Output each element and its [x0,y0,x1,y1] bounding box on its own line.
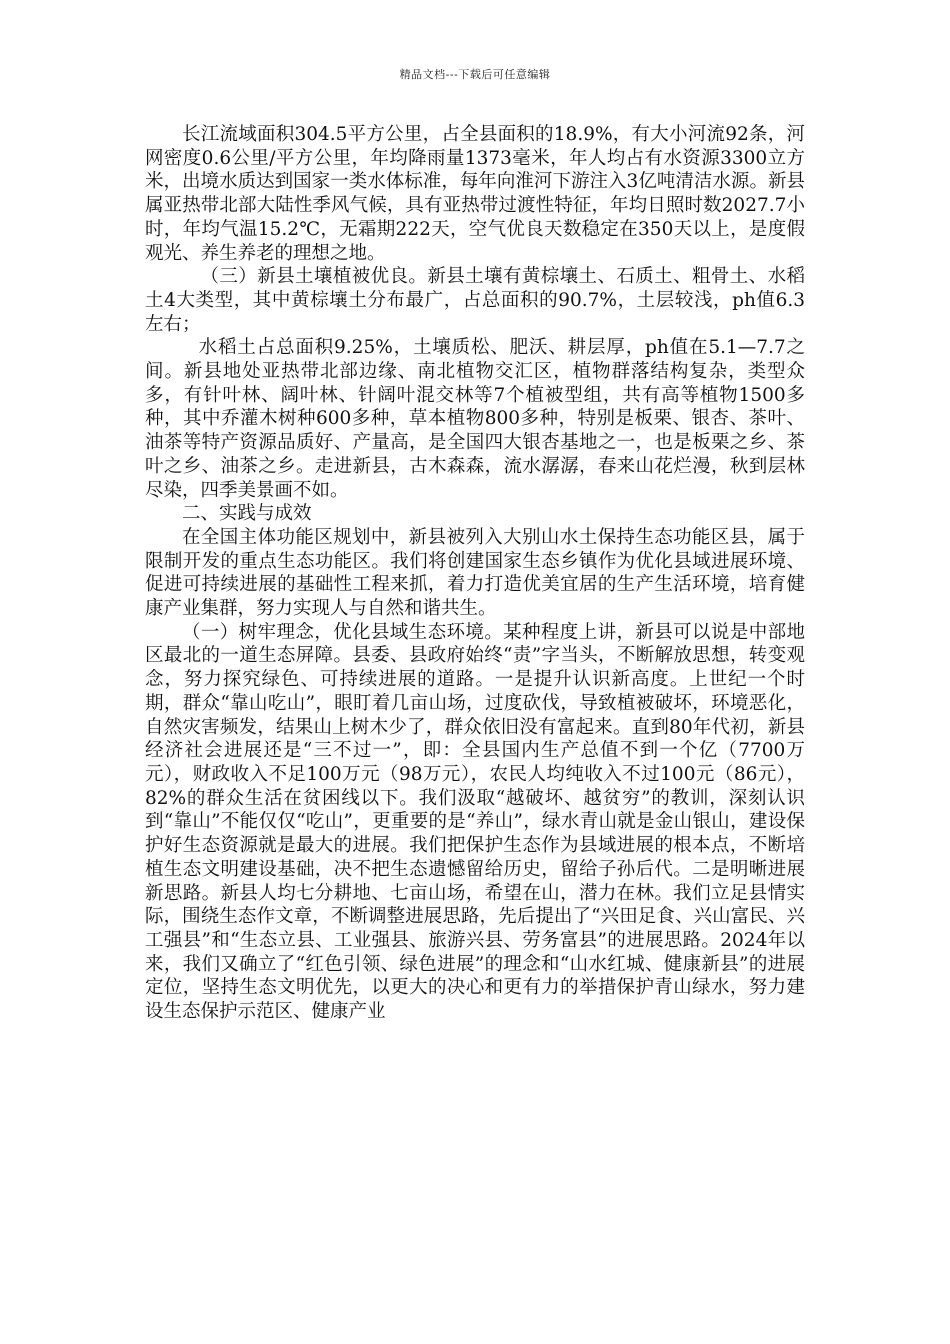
paragraph-ecology-concept: （一）树牢理念，优化县域生态环境。某种程度上讲，新县可以说是中部地区最北的一道生态屏障。县委、县政府始终“责”字当头，不断解放思想，转变观念，努力探究绿色、可持续进展的道路。一是提升认识新高度。上世纪一个时期，群众“靠山吃山”，眼盯着几亩山场，过度砍伐，导致植被破坏，环境恶化，自然灾害频发，结果山上树木少了，群众依旧没有富起来。直到80年代初，新县经济社会进展还是“三不过一”，即：全县国内生产总值不到一个亿（7700万元），财政收入不足100万元（98万元），农民人均纯收入不过100元（86元），82%的群众生活在贫困线以下。我们汲取“越破坏、越贫穷”的教训，深刻认识到“靠山”不能仅仅“吃山”，更重要的是“养山”，绿水青山就是金山银山，建设保护好生态资源就是最大的进展。我们把保护生态作为县域进展的根本点，不断培植生态文明建设基础，决不把生态遗憾留给历史，留给子孙后代。二是明晰进展新思路。新县人均七分耕地、七亩山场，希望在山，潜力在林。我们立足县情实际，围绕生态作文章，不断调整进展思路，先后提出了“兴田足食、兴山富民、兴工强县”和“生态立县、工业强县、旅游兴县、劳务富县”的进展思路。2024年以来，我们又确立了“红色引领、绿色进展”的理念和“山水红城、健康新县”的进展定位，坚持生态文明优先，以更大的决心和更有力的举措保护青山绿水，努力建设生态保护示范区、健康产业 [145,621,805,1023]
paragraph-water-climate: 长江流域面积304.5平方公里，占全县面积的18.9%，有大小河流92条，河网密度0.6公里/平方公里，年均降雨量1373毫米，年人均占有水资源3300立方米，出境水质达到国家一类水体标准，每年向淮河下游注入3亿吨清洁水源。新县属亚热带北部大陆性季风气候，具有亚热带过渡性特征，年均日照时数2027.7小时，年均气温15.2℃，无霜期222天，空气优良天数稳定在350天以上，是度假观光、养生养老的理想之地。 [145,124,805,264]
page-header: 精品文档---下载后可任意编辑 [399,68,551,81]
section-heading: 二、实践与成效 [182,503,312,525]
paragraph-function-zone: 在全国主体功能区规划中，新县被列入大别山水土保持生态功能区县，属于限制开发的重点生态功能区。我们将创建国家生态乡镇作为优化县域进展环境、促进可持续进展的基础性工程来抓，着力打造优美宜居的生产生活环境，培育健康产业集群，努力实现人与自然和谐共生。 [145,526,805,620]
paragraph-vegetation: 水稻土占总面积9.25%，土壤质松、肥沃、耕层厚，ph值在5.1—7.7之间。新县地处亚热带北部边缘、南北植物交汇区，植物群落结构复杂，类型众多，有针叶林、阔叶林、针阔叶混交林等7个植被型组，共有高等植物1500多种，其中乔灌木树种600多种，草本植物800多种，特别是板栗、银杏、茶叶、油茶等特产资源品质好、产量高，是全国四大银杏基地之一，也是板栗之乡、茶叶之乡、油茶之乡。走进新县，古木森森，流水潺潺，春来山花烂漫，秋到层林尽染，四季美景画不如。 [145,337,805,501]
document-body [145,123,805,1024]
paragraph-soil: （三）新县土壤植被优良。新县土壤有黄棕壤土、石质土、粗骨土、水稻土4大类型，其中黄棕壤土分布最广，占总面积的90.7%，土层较浅，ph值6.3左右； [145,266,805,335]
